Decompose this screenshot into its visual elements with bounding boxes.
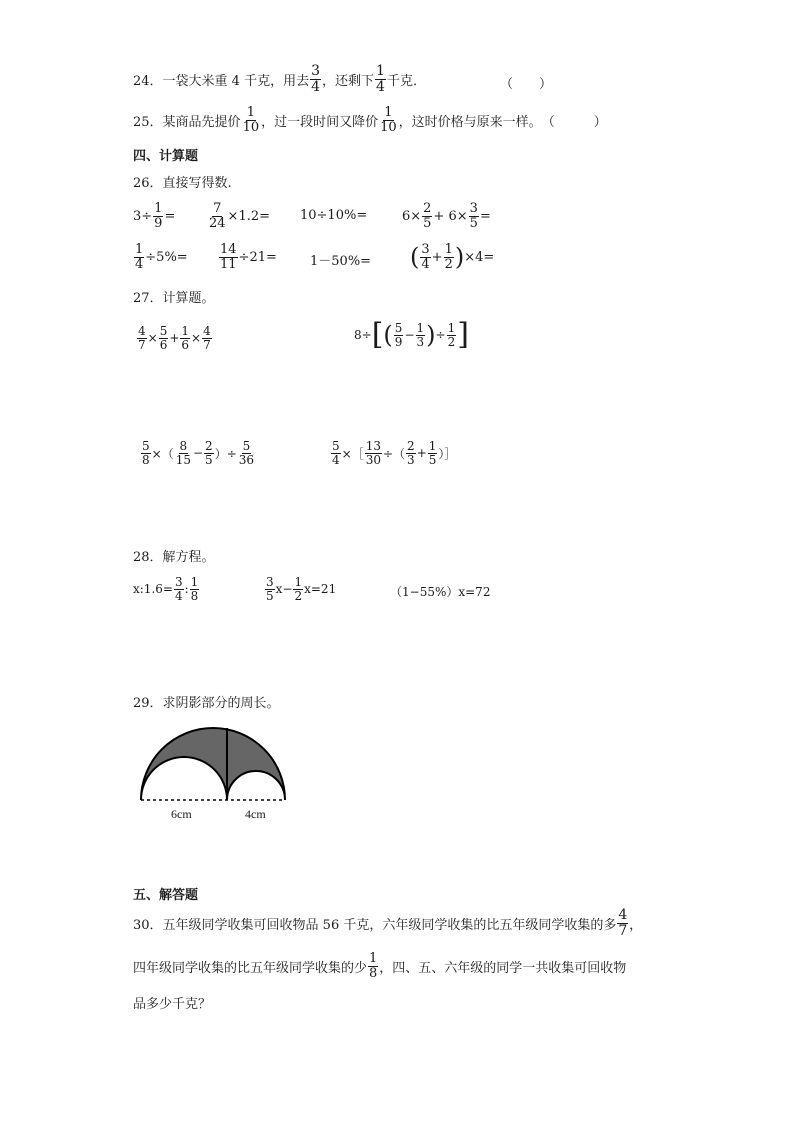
calc-item: $\frac{7}{24}$ ×1.2= bbox=[209, 201, 271, 231]
question-text: ，过一段时间又降价 bbox=[261, 114, 379, 130]
equation: $\frac{3}{5}$ x− $\frac{1}{2}$ x=21 bbox=[266, 575, 337, 603]
question-30-line: 30．五年级同学收集可回收物品 56 千克，六年级同学收集的比五年级同学收集的多 $\frac{4}{7}$ ， bbox=[133, 907, 643, 939]
question-text: 一袋大米重 4 千克，用去 bbox=[162, 73, 310, 89]
question-24 bbox=[133, 64, 426, 94]
calc-expression: $\frac{5}{8}$ ×（ $\frac{8}{15}$ − $\frac{2}{5}$ ）÷ $\frac{5}{36}$ bbox=[142, 439, 255, 467]
question-text: ，这时价格与原来一样。 bbox=[398, 114, 542, 130]
fraction: $\frac{1}{4}$ bbox=[376, 63, 385, 95]
question-30-line: 品多少千克？ bbox=[133, 997, 212, 1012]
calc-item: 10÷10%= bbox=[300, 208, 368, 223]
question-text: ，还剩下 bbox=[322, 73, 375, 89]
section-heading: 五、解答题 bbox=[133, 888, 199, 903]
calc-item: $\frac{1}{4}$ ÷5%= bbox=[135, 242, 188, 272]
calc-expression: $\frac{4}{7}$ × $\frac{5}{6}$ + $\frac{1}{6}$ × $\frac{4}{7}$ bbox=[138, 324, 211, 352]
calc-expression: 8÷ [ ( $\frac{5}{9}$ − $\frac{1}{3}$ ) ÷ $\frac{1}{2}$ ] bbox=[354, 317, 469, 352]
question-number: 25． bbox=[133, 114, 163, 130]
fraction: $\frac{1}{10}$ bbox=[380, 105, 397, 135]
dimension-label: 6cm bbox=[171, 807, 192, 821]
calc-item: 3÷ $\frac{1}{9}$ = bbox=[133, 201, 176, 231]
equation: x:1.6= $\frac{3}{4}$ : $\frac{1}{8}$ bbox=[133, 575, 199, 603]
answer-blank[interactable]: （ ） bbox=[541, 114, 607, 130]
question-27-title: 27．计算题。 bbox=[133, 291, 215, 306]
question-text: 某商品先提价 bbox=[162, 114, 241, 130]
fraction: $\frac{3}{4}$ bbox=[311, 63, 321, 95]
question-text: 千克． bbox=[386, 73, 426, 89]
calc-item: 6× $\frac{2}{5}$ + 6× $\frac{3}{5}$ = bbox=[402, 201, 491, 231]
shaded-region bbox=[141, 728, 285, 800]
calc-item: ( $\frac{3}{4}$ + $\frac{1}{2}$ ) ×4= bbox=[410, 242, 495, 272]
equation: （1−55%）x=72 bbox=[390, 585, 491, 599]
question-26-title: 26．直接写得数. bbox=[133, 176, 232, 191]
fraction: $\frac{1}{10}$ bbox=[242, 105, 260, 135]
calc-expression: $\frac{5}{4}$ ×［ $\frac{13}{30}$ ÷（ $\frac{2}{3}$ + $\frac{1}{5}$ ）］ bbox=[332, 439, 457, 467]
question-29-title: 29．求阴影部分的周长。 bbox=[133, 696, 280, 711]
calc-item: 1－50%= bbox=[310, 254, 372, 269]
shaded-figure bbox=[135, 722, 295, 832]
section-heading: 四、计算题 bbox=[133, 149, 199, 164]
calc-item: $\frac{14}{11}$ ÷21= bbox=[220, 242, 277, 272]
question-number: 24． bbox=[133, 73, 163, 89]
question-30-line: 四年级同学收集的比五年级同学收集的少 $\frac{1}{8}$ ，四、五、六年级的同学一共收集可回收物 bbox=[133, 951, 627, 981]
question-25 bbox=[133, 106, 607, 134]
question-28-title: 28．解方程。 bbox=[133, 550, 215, 565]
dimension-label: 4cm bbox=[245, 807, 266, 821]
answer-blank[interactable]: （ ） bbox=[500, 77, 553, 92]
